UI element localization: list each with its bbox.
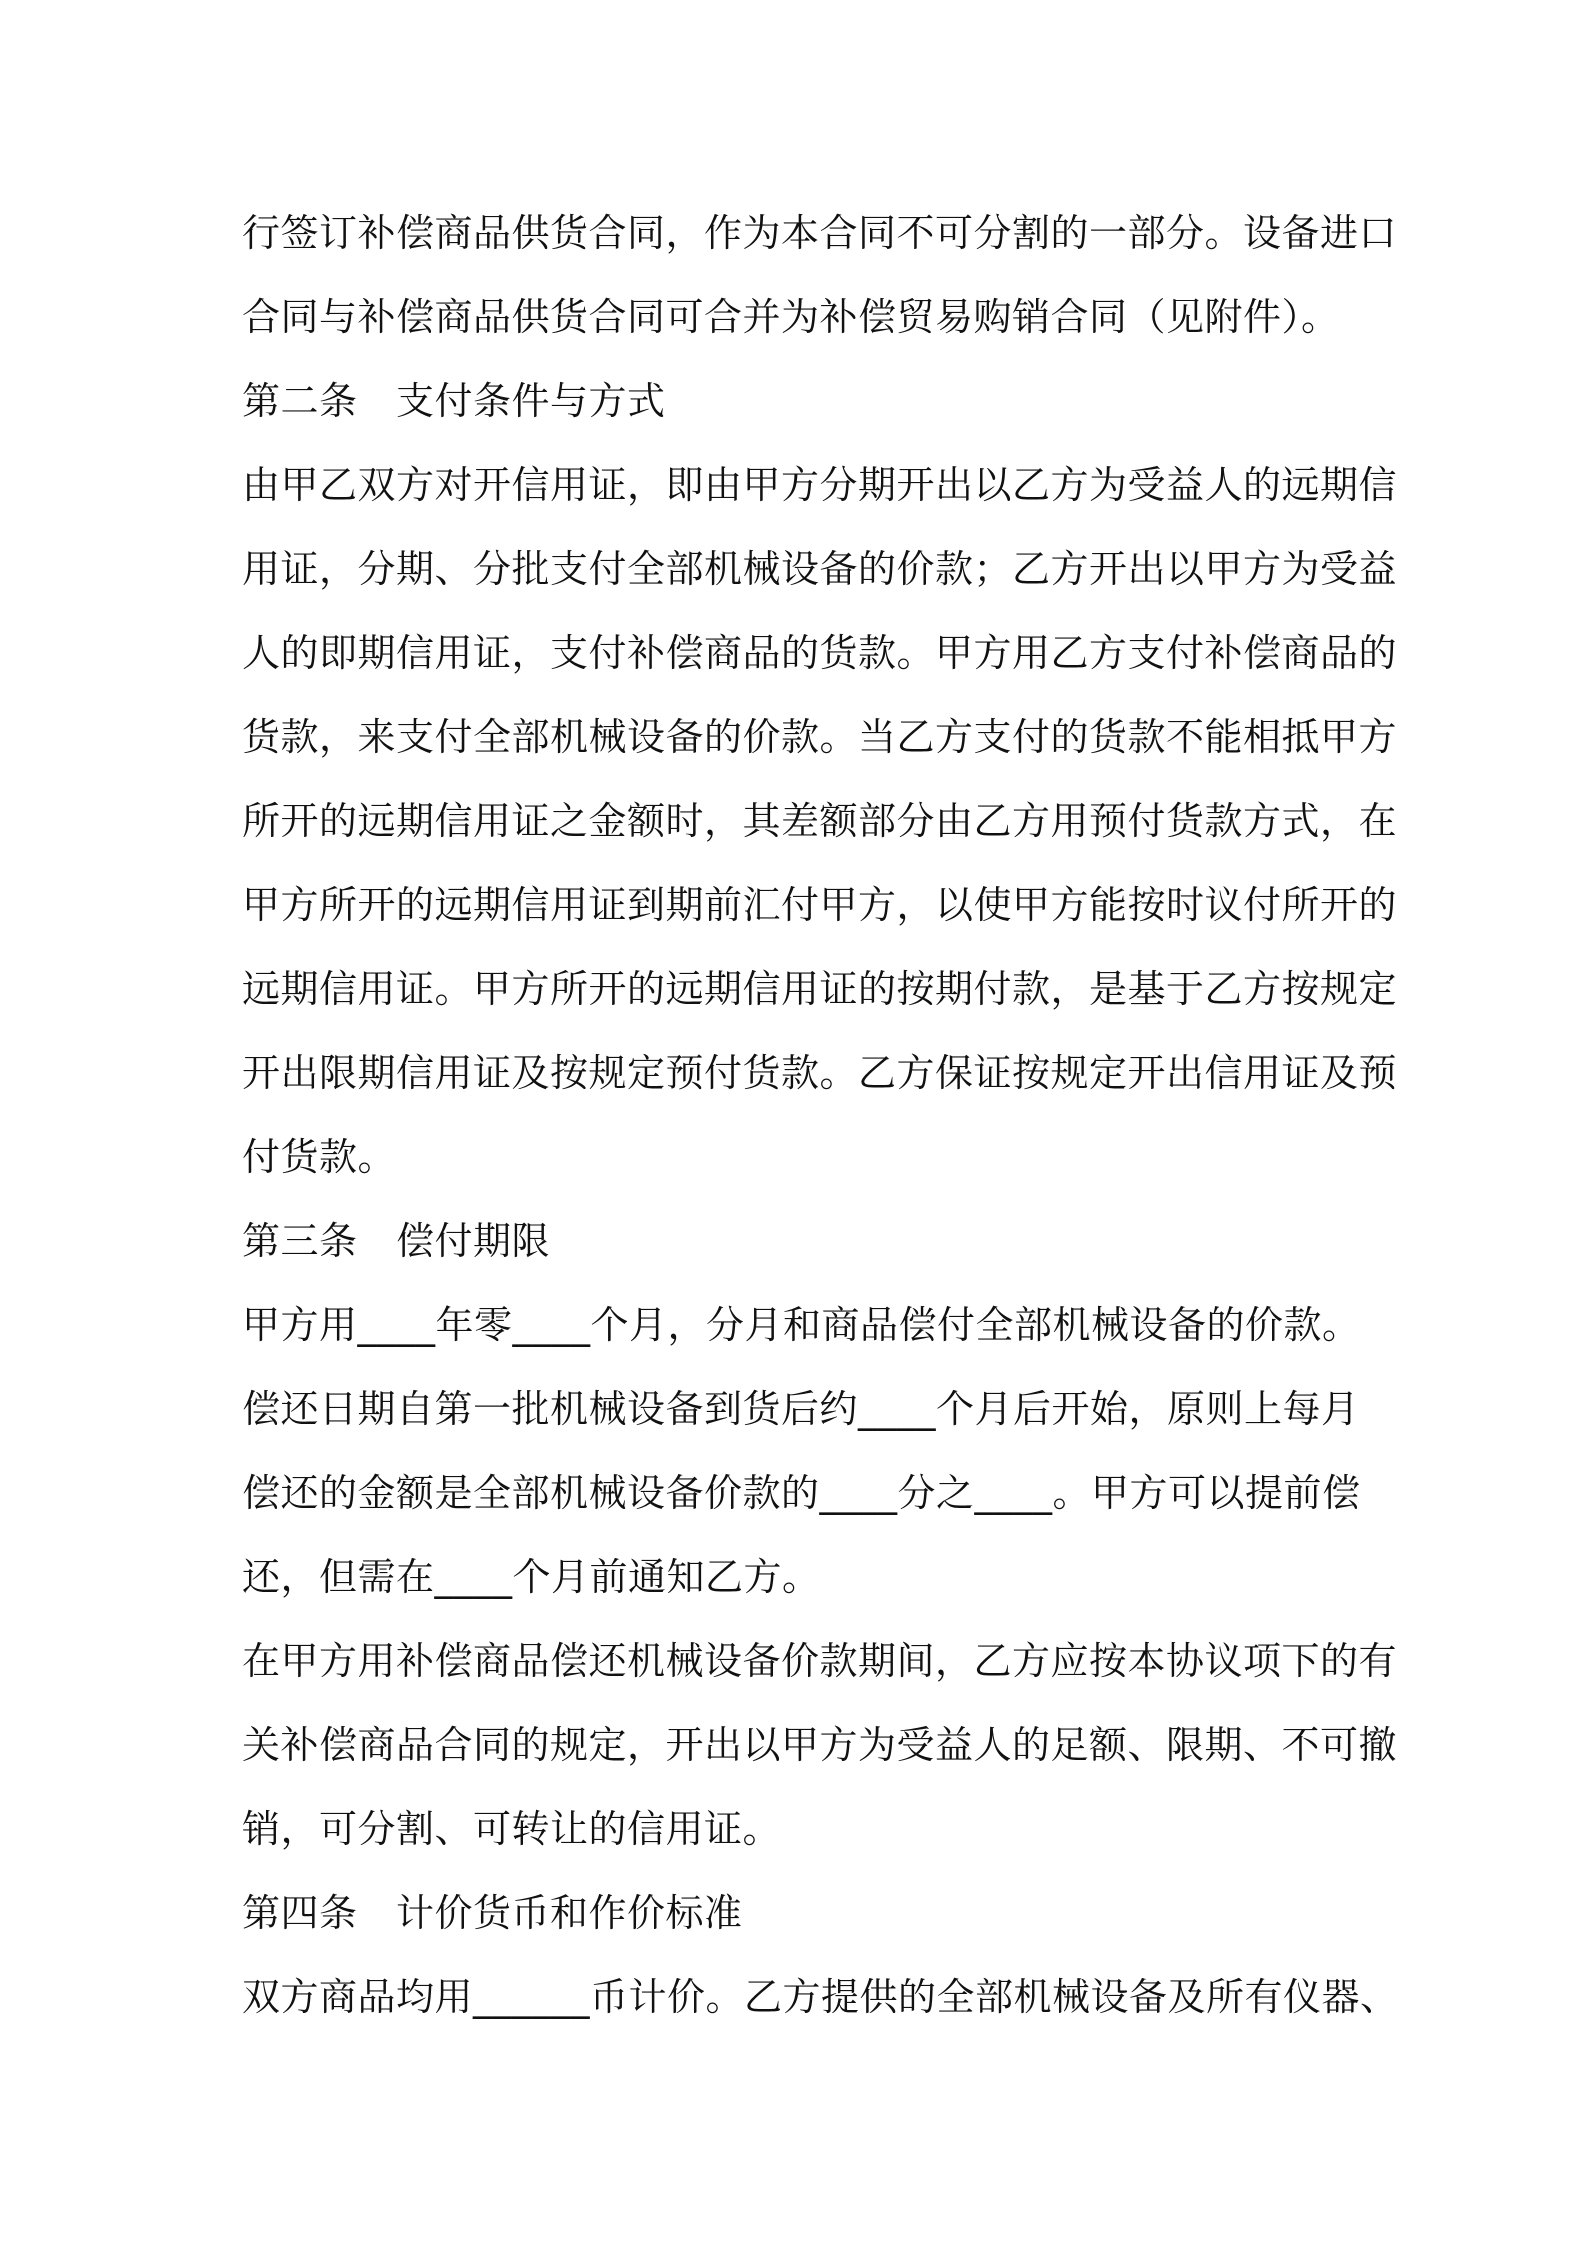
text-line: 偿还日期自第一批机械设备到货后约____个月后开始，原则上每月	[242, 1387, 1360, 1431]
text-line: 开出限期信用证及按规定预付货款。乙方保证按规定开出信用证及预	[242, 1051, 1398, 1095]
text-line: 关补偿商品合同的规定，开出以甲方为受益人的足额、限期、不可撤	[242, 1723, 1398, 1767]
text-line: 人的即期信用证，支付补偿商品的货款。甲方用乙方支付补偿商品的	[242, 631, 1398, 675]
text-line: 在甲方用补偿商品偿还机械设备价款期间，乙方应按本协议项下的有	[242, 1639, 1398, 1683]
text-line: 所开的远期信用证之金额时，其差额部分由乙方用预付货款方式，在	[242, 799, 1398, 843]
text-line: 行签订补偿商品供货合同，作为本合同不可分割的一部分。设备进口	[242, 211, 1398, 255]
text-line: 甲方所开的远期信用证到期前汇付甲方，以使甲方能按时议付所开的	[242, 883, 1398, 927]
text-line: 偿还的金额是全部机械设备价款的____分之____。甲方可以提前偿	[242, 1471, 1361, 1515]
section-heading: 第三条 偿付期限	[242, 1219, 551, 1263]
text-line: 由甲乙双方对开信用证，即由甲方分期开出以乙方为受益人的远期信	[242, 463, 1398, 507]
text-line: 销，可分割、可转让的信用证。	[242, 1807, 782, 1851]
text-line: 还，但需在____个月前通知乙方。	[242, 1555, 821, 1599]
text-line: 甲方用____年零____个月，分月和商品偿付全部机械设备的价款。	[242, 1303, 1361, 1347]
text-line: 合同与补偿商品供货合同可合并为补偿贸易购销合同（见附件）。	[242, 295, 1340, 339]
text-line: 用证，分期、分批支付全部机械设备的价款；乙方开出以甲方为受益	[242, 547, 1398, 591]
section-heading: 第四条 计价货币和作价标准	[242, 1891, 743, 1935]
text-line: 双方商品均用______币计价。乙方提供的全部机械设备及所有仪器、	[242, 1975, 1399, 2019]
text-line: 远期信用证。甲方所开的远期信用证的按期付款，是基于乙方按规定	[242, 967, 1398, 1011]
text-line: 付货款。	[242, 1135, 397, 1179]
text-line: 货款，来支付全部机械设备的价款。当乙方支付的货款不能相抵甲方	[242, 715, 1398, 759]
section-heading: 第二条 支付条件与方式	[242, 379, 666, 423]
